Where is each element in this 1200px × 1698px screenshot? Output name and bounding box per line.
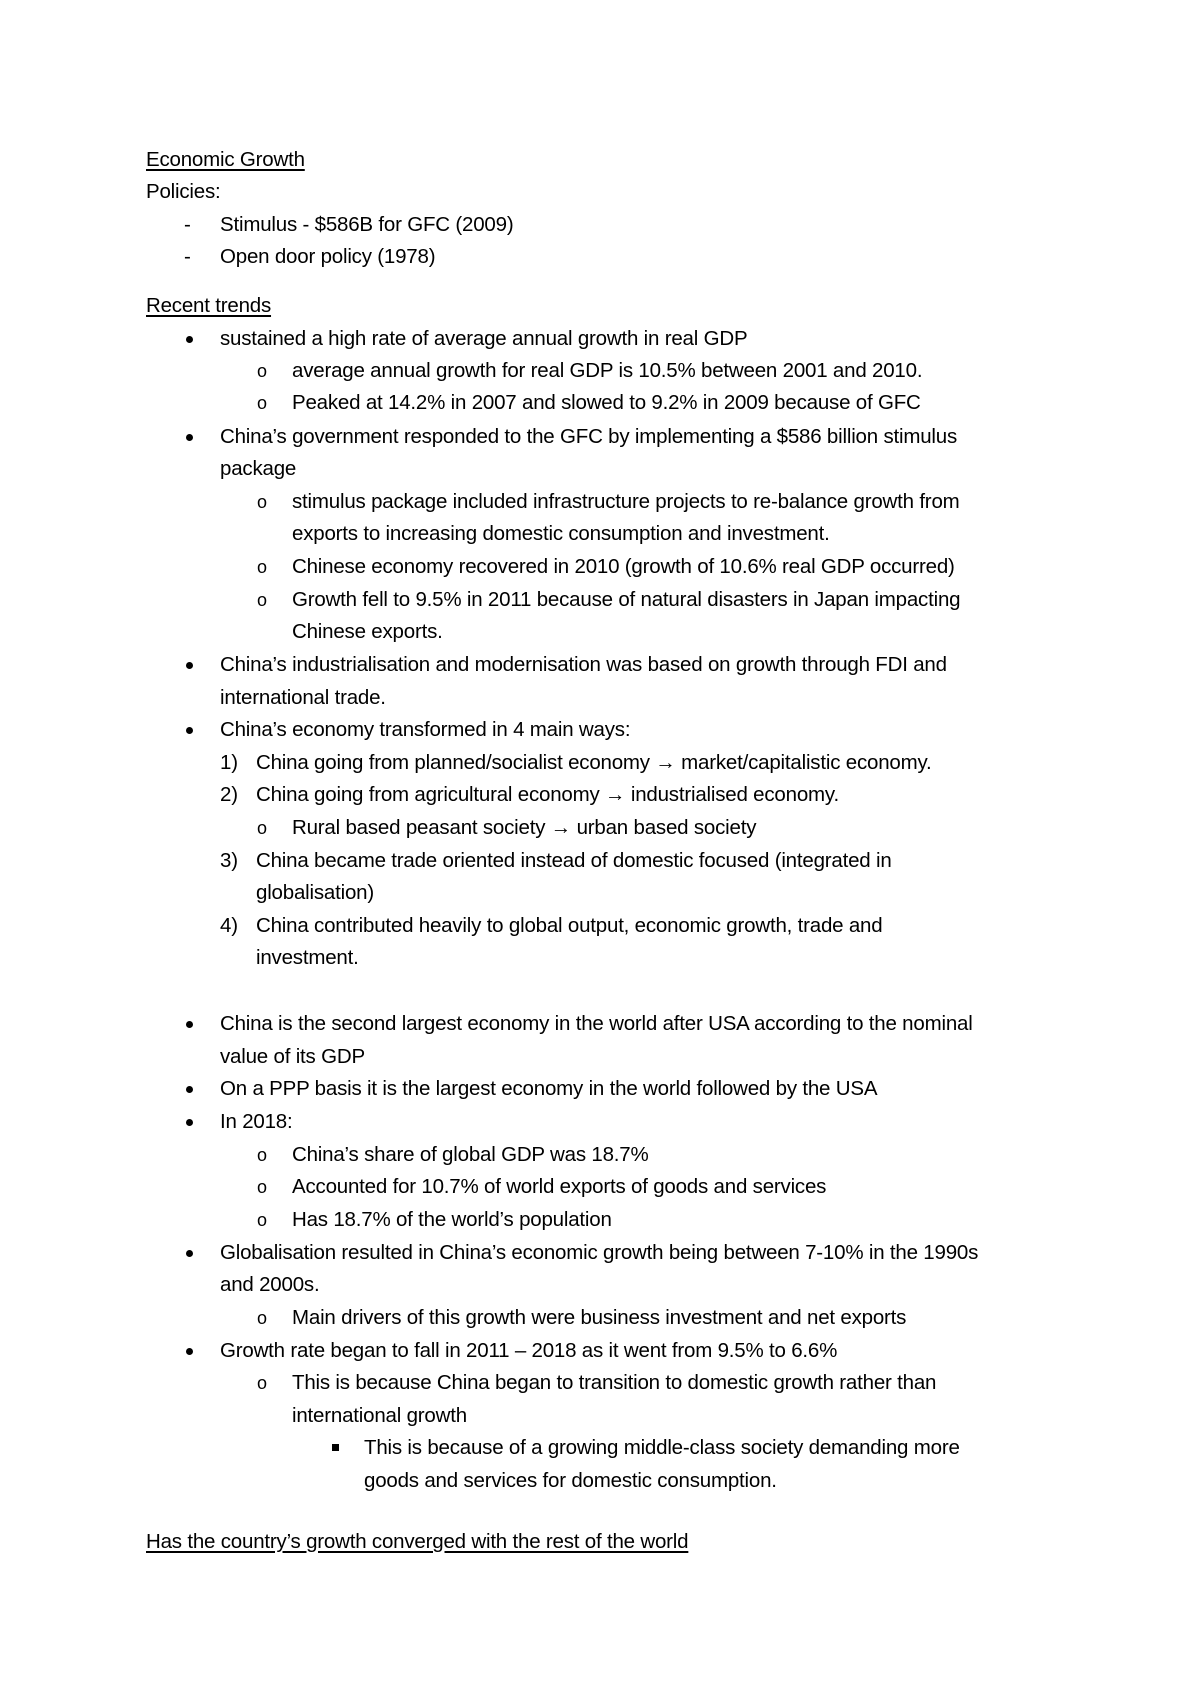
circle-marker: o — [257, 1177, 268, 1197]
numbered-item-continuation: globalisation) — [256, 881, 374, 904]
numbered-item: China going from agricultural economy → industrialised economy. — [256, 783, 839, 806]
list-item: China’s economy transformed in 4 main ways: — [220, 718, 631, 741]
circle-marker: o — [257, 557, 268, 577]
number-marker: 4) — [220, 914, 238, 937]
list-item: On a PPP basis it is the largest economy in the world followed by the USA — [220, 1077, 878, 1100]
circle-marker: o — [257, 590, 268, 610]
list-item: Chinese economy recovered in 2010 (growth of 10.6% real GDP occurred) — [292, 555, 955, 578]
number-marker: 1) — [220, 751, 238, 774]
numbered-item-continuation: investment. — [256, 946, 359, 969]
list-item: Main drivers of this growth were business investment and net exports — [292, 1306, 907, 1329]
bullet-marker — [186, 1021, 193, 1028]
list-item-continuation: value of its GDP — [220, 1045, 365, 1068]
list-item: average annual growth for real GDP is 10.5% between 2001 and 2010. — [292, 359, 923, 382]
list-item: In 2018: — [220, 1110, 293, 1133]
list-item: China’s industrialisation and modernisation was based on growth through FDI and — [220, 653, 947, 676]
bullet-marker — [186, 336, 193, 343]
number-marker: 2) — [220, 783, 238, 806]
list-item-continuation: package — [220, 457, 297, 480]
bullet-marker — [186, 727, 193, 734]
circle-marker: o — [257, 1210, 268, 1230]
list-item: Has 18.7% of the world’s population — [292, 1208, 612, 1231]
circle-marker: o — [257, 492, 268, 512]
section-heading: Has the country’s growth converged with the rest of the world — [146, 1530, 689, 1553]
page-title: Economic Growth — [146, 148, 305, 171]
square-bullet-marker — [332, 1444, 339, 1451]
list-item: Accounted for 10.7% of world exports of goods and services — [292, 1175, 827, 1198]
list-item-continuation: international trade. — [220, 686, 386, 709]
policies-label: Policies: — [146, 180, 221, 203]
list-item-continuation: international growth — [292, 1404, 467, 1427]
list-item: Growth rate began to fall in 2011 – 2018 as it went from 9.5% to 6.6% — [220, 1339, 838, 1362]
list-item-continuation: Chinese exports. — [292, 620, 443, 643]
policy-item: Open door policy (1978) — [220, 245, 436, 268]
circle-marker: o — [257, 1145, 268, 1165]
circle-marker: o — [257, 1308, 268, 1328]
list-item-continuation: exports to increasing domestic consumption and investment. — [292, 522, 830, 545]
circle-marker: o — [257, 393, 268, 413]
section-heading: Recent trends — [146, 294, 272, 317]
list-item-continuation: and 2000s. — [220, 1273, 320, 1296]
list-item: China’s share of global GDP was 18.7% — [292, 1143, 649, 1166]
numbered-item: China became trade oriented instead of domestic focused (integrated in — [256, 849, 892, 872]
policy-item: Stimulus - $586B for GFC (2009) — [220, 213, 514, 236]
numbered-item: China contributed heavily to global output, economic growth, trade and — [256, 914, 883, 937]
circle-marker: o — [257, 1373, 268, 1393]
dash-marker: - — [184, 245, 191, 268]
list-item: stimulus package included infrastructure projects to re-balance growth from — [292, 490, 960, 513]
bullet-marker — [186, 1086, 193, 1093]
list-item: Globalisation resulted in China’s economic growth being between 7-10% in the 1990s — [220, 1241, 979, 1264]
number-marker: 3) — [220, 849, 238, 872]
list-item: sustained a high rate of average annual growth in real GDP — [220, 327, 748, 350]
bullet-marker — [186, 662, 193, 669]
list-item-continuation: goods and services for domestic consumption. — [364, 1469, 777, 1492]
dash-marker: - — [184, 213, 191, 236]
bullet-marker — [186, 1119, 193, 1126]
numbered-item: China going from planned/socialist economy → market/capitalistic economy. — [256, 751, 932, 774]
list-item: China’s government responded to the GFC by implementing a $586 billion stimulus — [220, 425, 958, 448]
list-item: Rural based peasant society → urban based society — [292, 816, 757, 839]
bullet-marker — [186, 1250, 193, 1257]
circle-marker: o — [257, 818, 268, 838]
list-item: This is because of a growing middle-class society demanding more — [364, 1436, 960, 1459]
bullet-marker — [186, 434, 193, 441]
list-item: Peaked at 14.2% in 2007 and slowed to 9.2% in 2009 because of GFC — [292, 391, 921, 414]
bullet-marker — [186, 1348, 193, 1355]
list-item: This is because China began to transition to domestic growth rather than — [292, 1371, 937, 1394]
circle-marker: o — [257, 361, 268, 381]
list-item: China is the second largest economy in the world after USA according to the nominal — [220, 1012, 973, 1035]
list-item: Growth fell to 9.5% in 2011 because of natural disasters in Japan impacting — [292, 588, 961, 611]
